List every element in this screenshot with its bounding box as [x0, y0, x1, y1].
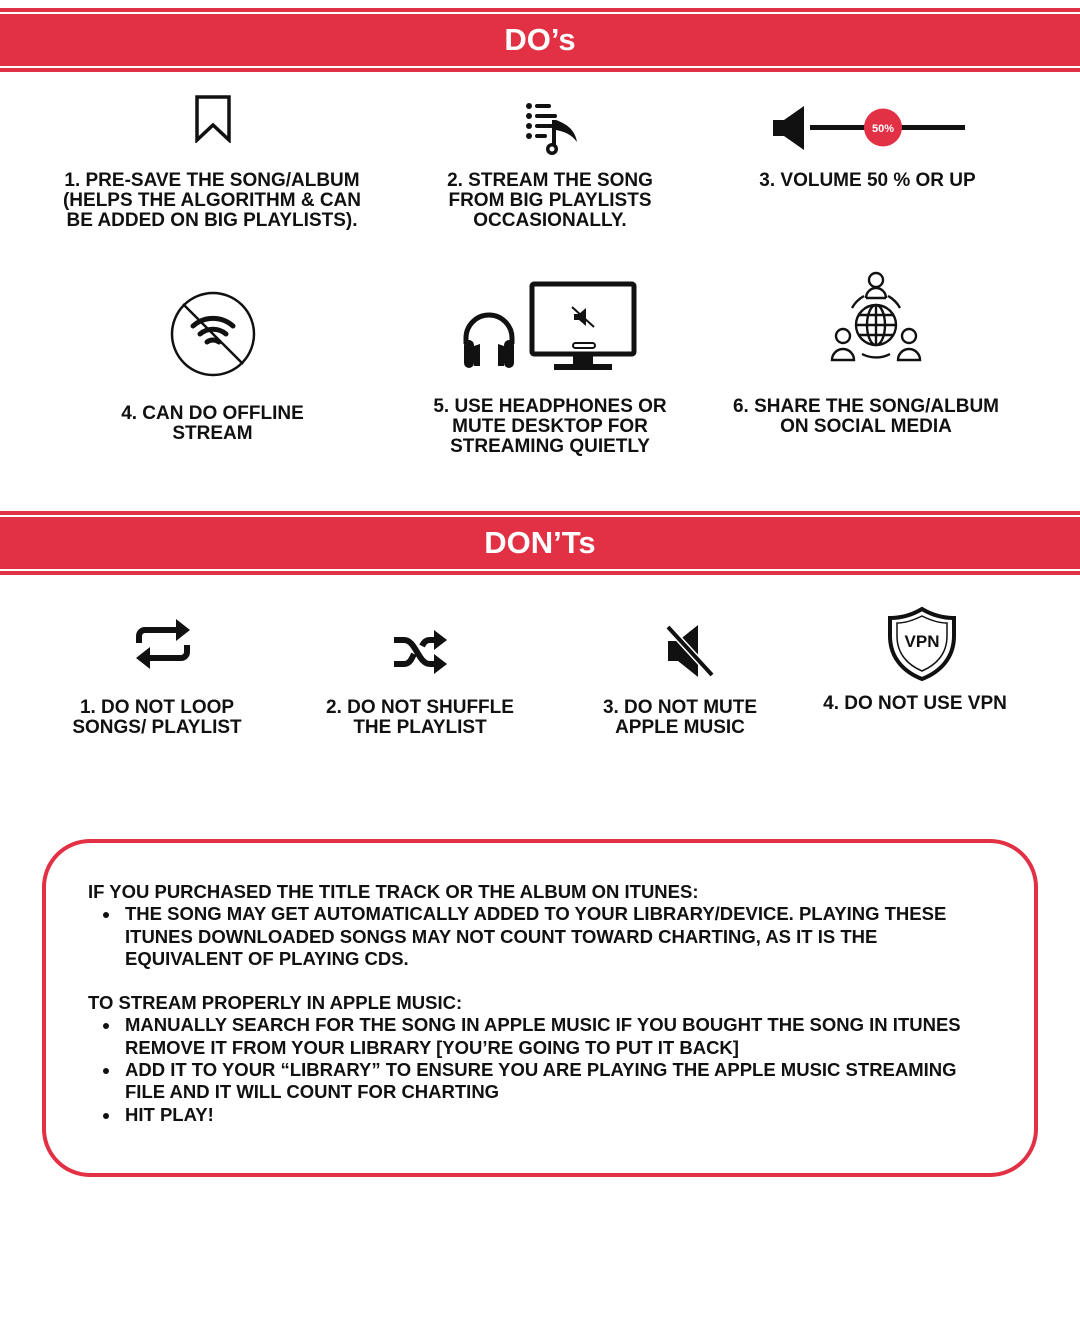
list-item: • HIT PLAY!	[121, 1104, 988, 1126]
desktop-monitor-icon	[532, 284, 634, 370]
donts-banner	[0, 511, 1080, 575]
repeat-icon	[134, 616, 192, 672]
volume-slider-icon[interactable]	[770, 104, 970, 152]
notice-heading-apple-music: TO STREAM PROPERLY IN APPLE MUSIC:	[88, 992, 463, 1014]
headphones-icon	[464, 315, 514, 368]
social-share-globe-icon	[826, 270, 926, 366]
do-item-label-3: 3. VOLUME 50 % OR UP	[759, 170, 976, 191]
do-item-label-4: 4. CAN DO OFFLINE STREAM	[121, 403, 304, 444]
dont-item-label-1: 1. DO NOT LOOP SONGS/ PLAYLIST	[72, 697, 242, 738]
do-item-label-6: 6. SHARE THE SONG/ALBUM ON SOCIAL MEDIA	[732, 396, 1000, 437]
dos-banner	[0, 8, 1080, 72]
dont-item-label-4: 4. DO NOT USE VPN	[823, 693, 1007, 714]
list-item: • MANUALLY SEARCH FOR THE SONG IN APPLE MUSIC IF YOU BOUGHT THE SONG IN ITUNES REMOVE IT FROM YOUR LIBRARY [YOU’RE GOING TO PUT IT BACK]	[121, 1014, 988, 1059]
list-item: • THE SONG MAY GET AUTOMATICALLY ADDED TO YOUR LIBRARY/DEVICE. PLAYING THESE ITUNES DOWNLOADED SONGS MAY NOT COUNT TOWARD CHARTING, AS IT IS THE EQUIVALENT OF PLAYING CDS.	[121, 903, 988, 970]
headphones-muted-desktop-icon	[460, 280, 640, 372]
do-item-label-5: 5. USE HEADPHONES OR MUTE DESKTOP FOR STREAMING QUIETLY	[433, 396, 667, 457]
list-item: • ADD IT TO YOUR “LIBRARY” TO ENSURE YOU ARE PLAYING THE APPLE MUSIC STREAMING FILE AND IT WILL COUNT FOR CHARTING	[121, 1059, 988, 1104]
do-item-label-2: 2. STREAM THE SONG FROM BIG PLAYLISTS OCCASIONALLY.	[447, 170, 653, 231]
playlist-music-icon	[525, 102, 581, 156]
dont-item-label-3: 3. DO NOT MUTE APPLE MUSIC	[602, 697, 758, 738]
notice-list-itunes	[88, 903, 988, 970]
dont-item-label-2: 2. DO NOT SHUFFLE THE PLAYLIST	[326, 697, 514, 738]
shuffle-icon	[392, 628, 448, 676]
volume-badge-text: 50%	[871, 123, 895, 135]
notice-content	[88, 881, 988, 1126]
donts-title: DON’Ts	[484, 525, 596, 560]
vpn-shield-icon	[887, 606, 957, 682]
mute-icon	[664, 623, 716, 679]
notice-list-apple-music	[88, 1014, 988, 1125]
itunes-notice-box	[42, 839, 1038, 1177]
do-item-label-1: 1. PRE-SAVE THE SONG/ALBUM (HELPS THE ALGORITHM & CAN BE ADDED ON BIG PLAYLISTS).	[62, 170, 361, 231]
dos-title: DO’s	[504, 22, 576, 57]
bookmark-icon	[194, 95, 232, 143]
no-wifi-icon	[169, 290, 257, 378]
notice-heading-itunes: IF YOU PURCHASED THE TITLE TRACK OR THE ALBUM ON ITUNES:	[88, 881, 699, 902]
vpn-shield-text: VPN	[904, 632, 940, 651]
